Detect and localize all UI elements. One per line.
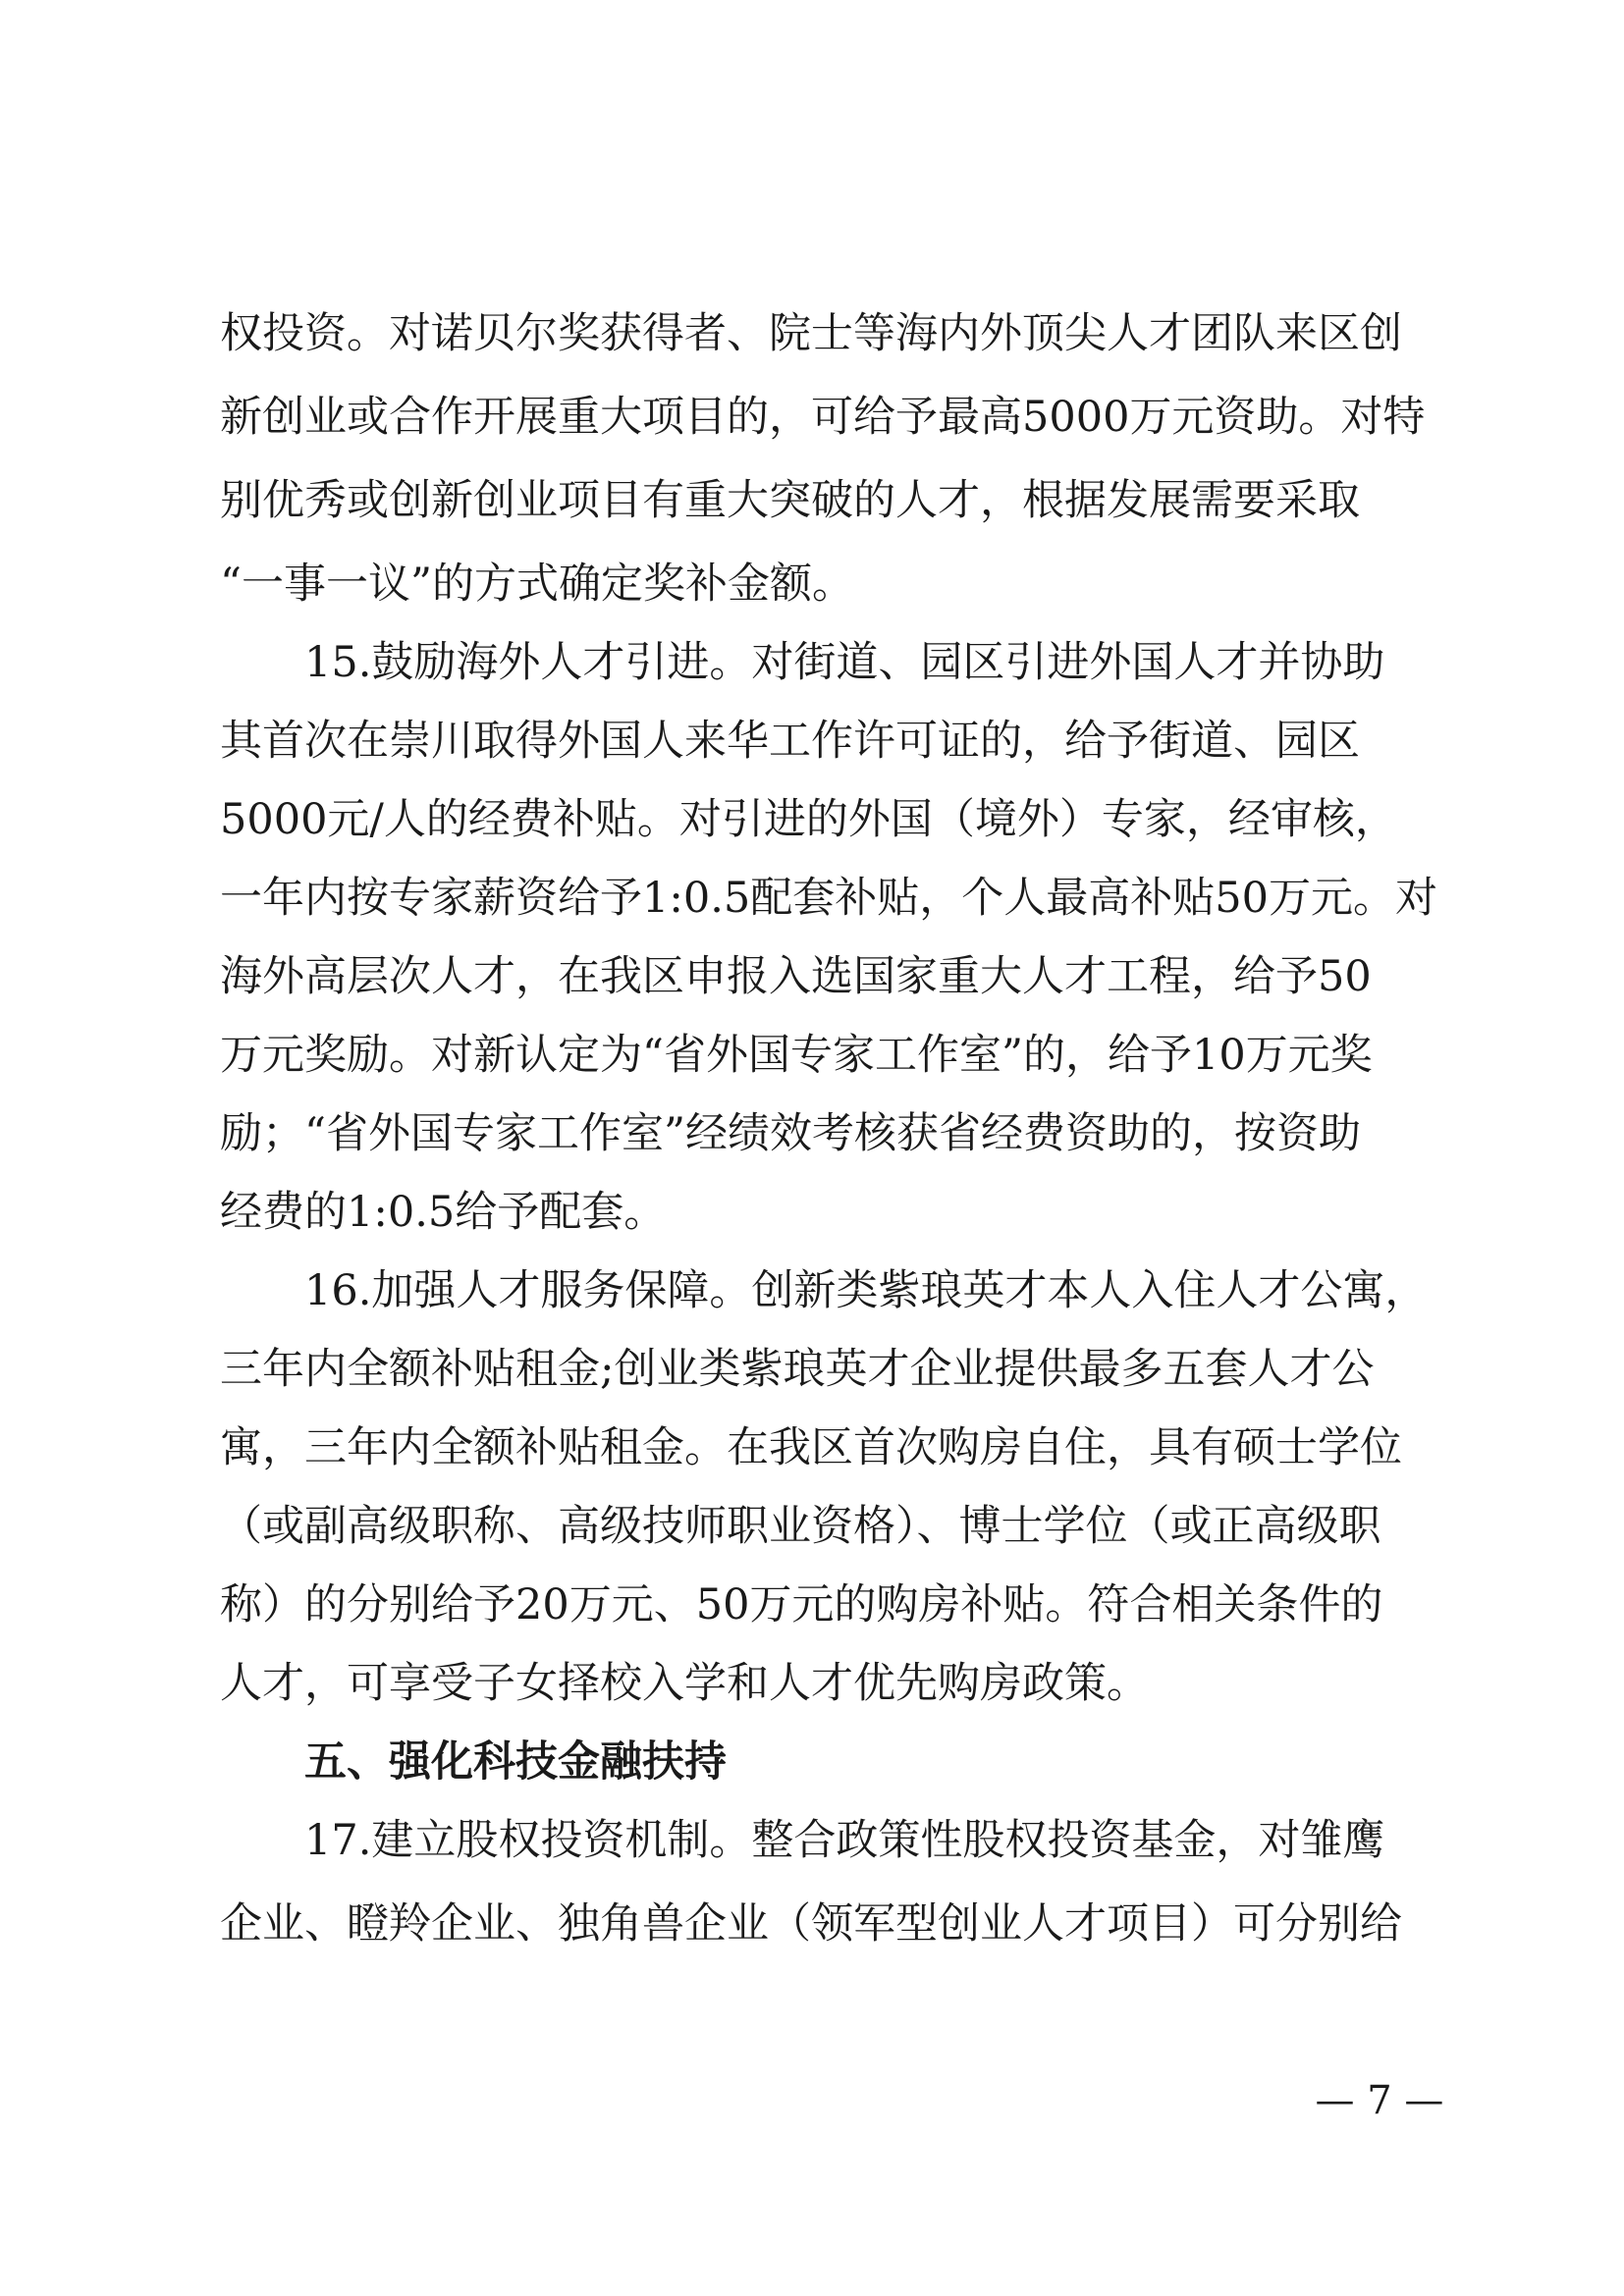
body-line [0, 299, 1624, 368]
text-run: 新创业或合作开展重大项目的，可给予最高5000万元资助。对特 [220, 393, 1426, 442]
text-run: 励；“省外国专家工作室”经绩效考核获省经费资助的，按资助 [220, 1109, 1361, 1158]
body-line [0, 383, 1624, 452]
page-number: — 7 — [1315, 2078, 1444, 2123]
body-line [0, 1335, 1624, 1404]
text-run: 5000元/人的经费补贴。对引进的外国（境外）专家，经审核， [220, 795, 1397, 844]
text-run: “一事一议”的方式确定奖补金额。 [220, 560, 854, 609]
paragraph-start-line [0, 1256, 1624, 1325]
body-line [0, 1649, 1624, 1718]
body-line [0, 1021, 1624, 1090]
body-line [0, 785, 1624, 854]
body-line [0, 1492, 1624, 1561]
text-run: 企业、瞪羚企业、独角兽企业（领军型创业人才项目）可分别给 [220, 1899, 1402, 1949]
paragraph-start-line [0, 1806, 1624, 1875]
text-run: 人才，可享受子女择校入学和人才优先购房政策。 [220, 1659, 1149, 1708]
text-run: （或副高级职称、高级技师职业资格）、博士学位（或正高级职 [220, 1502, 1381, 1551]
text-run: 别优秀或创新创业项目有重大突破的人才，根据发展需要采取 [220, 476, 1360, 525]
body-line [0, 466, 1624, 535]
paragraph-start-line [0, 628, 1624, 697]
text-run: 15.鼓励海外人才引进。对街道、园区引进外国人才并协助 [304, 638, 1385, 687]
text-run: 权投资。对诺贝尔奖获得者、院士等海内外顶尖人才团队来区创 [220, 309, 1402, 358]
body-line [0, 550, 1624, 618]
text-run: 海外高层次人才，在我区申报入选国家重大人才工程，给予50 [220, 952, 1372, 1001]
text-run: 16.加强人才服务保障。创新类紫琅英才本人入住人才公寓， [304, 1266, 1428, 1315]
body-line [0, 1414, 1624, 1482]
body-line [0, 864, 1624, 933]
section-heading [0, 1728, 1624, 1796]
text-run: 17.建立股权投资机制。整合政策性股权投资基金，对雏鹰 [304, 1816, 1385, 1865]
text-run: 一年内按专家薪资给予1:0.5配套补贴，个人最高补贴50万元。对 [220, 874, 1437, 923]
body-line [0, 1178, 1624, 1247]
body-line [0, 1099, 1624, 1168]
body-line [0, 942, 1624, 1011]
body-line [0, 1890, 1624, 1958]
text-run: 三年内全额补贴租金;创业类紫琅英才企业提供最多五套人才公 [220, 1345, 1375, 1394]
text-run: 五、强化科技金融扶持 [304, 1737, 727, 1787]
text-run: 经费的1:0.5给予配套。 [220, 1188, 667, 1237]
text-run: 其首次在崇川取得外国人来华工作许可证的，给予街道、园区 [220, 717, 1360, 766]
text-run: 称）的分别给予20万元、50万元的购房补贴。符合相关条件的 [220, 1580, 1383, 1629]
body-line [0, 707, 1624, 775]
text-run: 寓，三年内全额补贴租金。在我区首次购房自住，具有硕士学位 [220, 1423, 1402, 1472]
body-line [0, 1571, 1624, 1639]
text-run: 万元奖励。对新认定为“省外国专家工作室”的，给予10万元奖 [220, 1031, 1373, 1080]
